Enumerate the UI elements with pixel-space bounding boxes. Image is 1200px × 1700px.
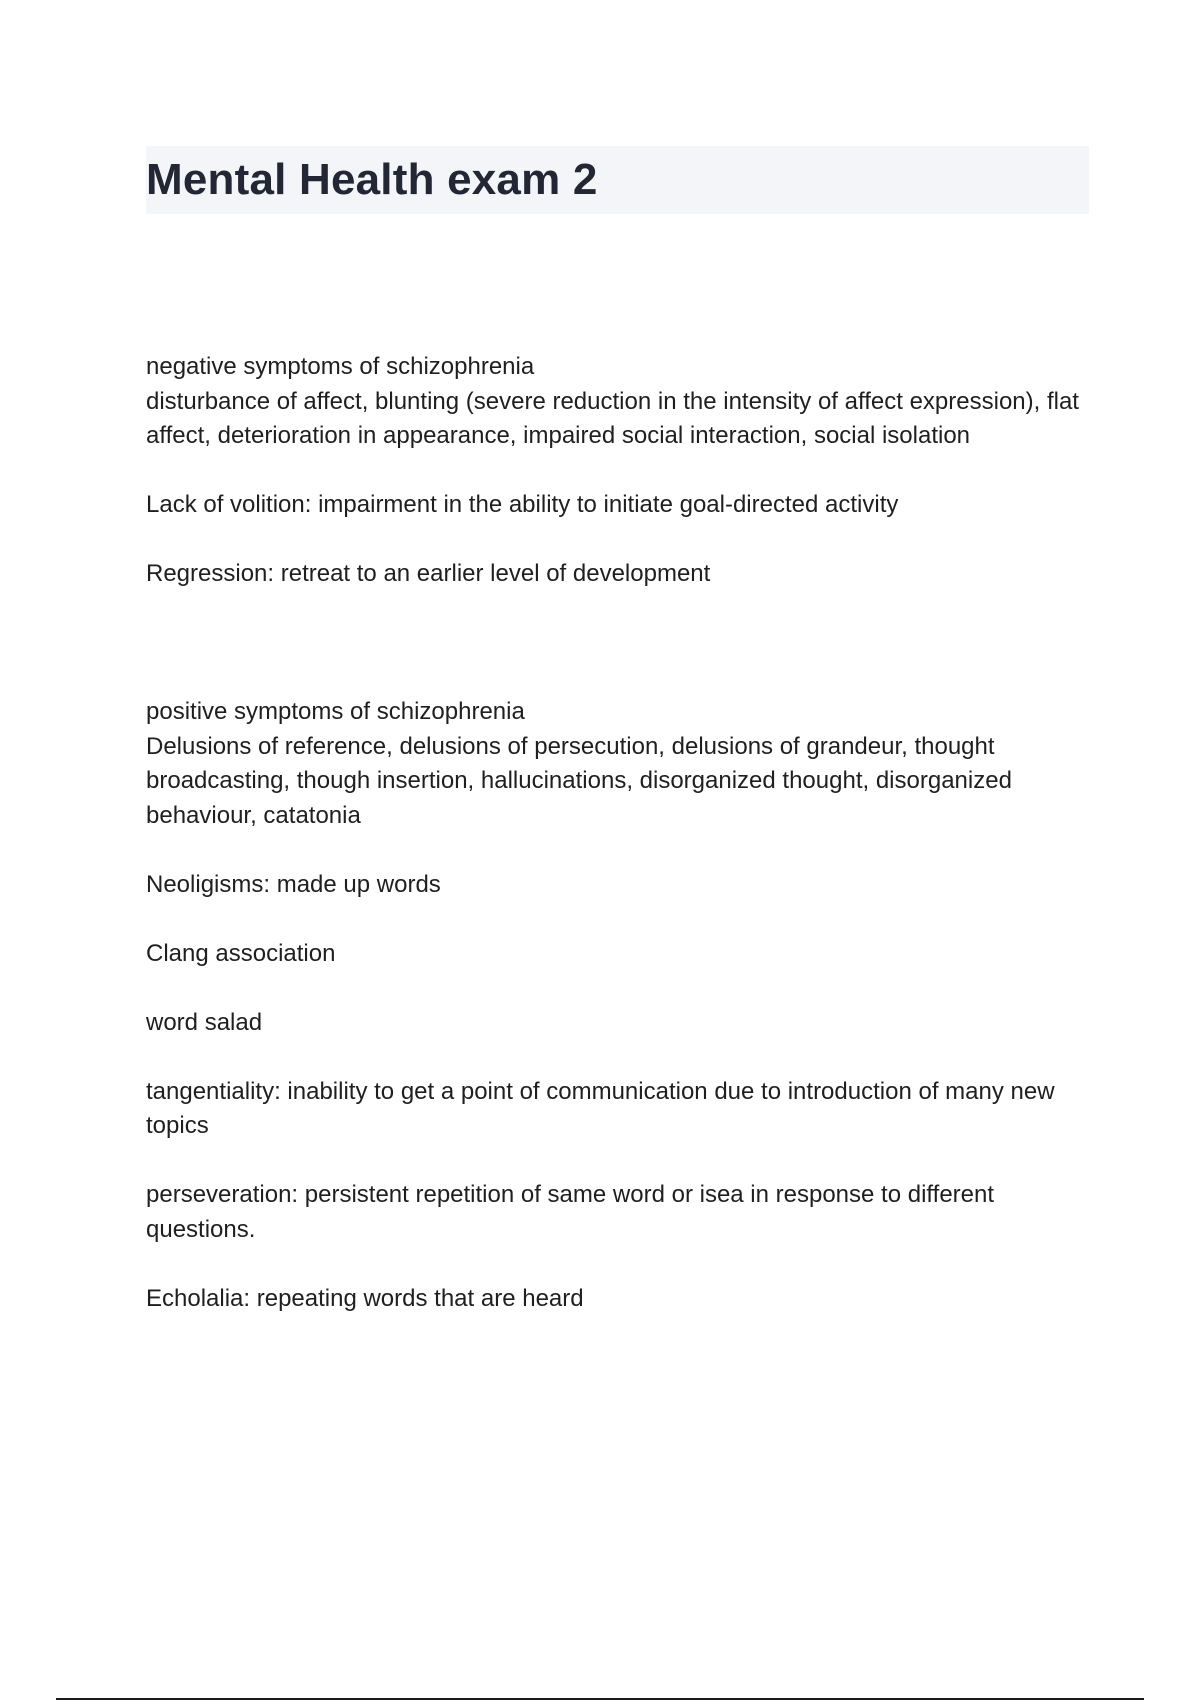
- list-item: Neoligisms: made up words: [146, 870, 441, 898]
- section-definition: disturbance of affect, blunting (severe reduction in the intensity of affect expression), flat affect, deterioration in appearance, impaired social interaction, social isolation: [146, 387, 1086, 449]
- list-item: tangentiality: inability to get a point of communication due to introduction of many new topics: [146, 1077, 1062, 1139]
- page-title: Mental Health exam 2: [146, 155, 598, 204]
- list-item: perseveration: persistent repetition of same word or isea in response to different questions.: [146, 1181, 1001, 1243]
- list-item: Lack of volition: impairment in the ability to initiate goal-directed activity: [146, 491, 899, 518]
- list-item: Clang association: [146, 939, 336, 967]
- negative-symptoms-section: [146, 350, 1096, 592]
- list-item: Regression: retreat to an earlier level of development: [146, 560, 711, 587]
- section-definition: Delusions of reference, delusions of persecution, delusions of grandeur, thought broadcasting, though insertion, hallucinations, disorganized thought, disorganized behaviour, catatonia: [146, 732, 1019, 829]
- document-body: [146, 350, 1096, 1316]
- positive-symptoms-section: [146, 695, 1096, 1316]
- section-heading: negative symptoms of schizophrenia: [146, 353, 535, 380]
- title-banner: [146, 146, 1089, 214]
- list-item: word salad: [146, 1008, 263, 1036]
- section-heading: positive symptoms of schizophrenia: [146, 698, 525, 725]
- list-item: Echolalia: repeating words that are heard: [146, 1284, 584, 1312]
